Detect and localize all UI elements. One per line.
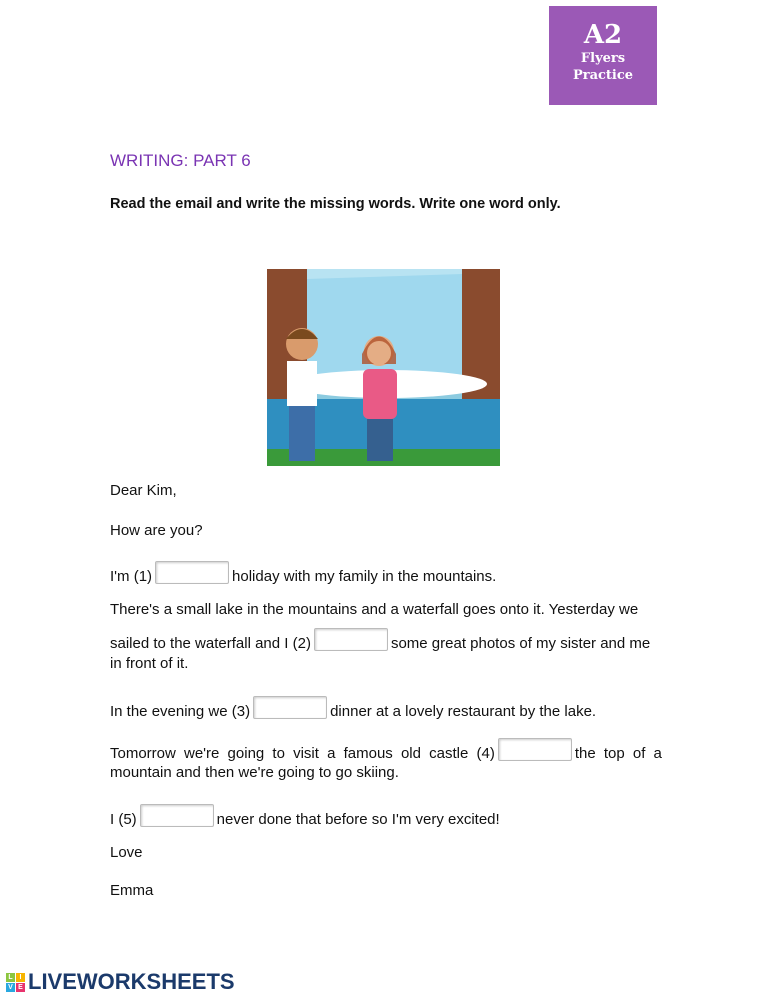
email-closing: Love bbox=[110, 844, 143, 861]
logo-icon: L I V E bbox=[6, 973, 25, 992]
email-sentence-2d: in front of it. bbox=[110, 655, 189, 672]
badge-level: A2 bbox=[583, 20, 623, 50]
email-sentence-5: I (5) never done that before so I'm very excited! bbox=[110, 804, 500, 828]
badge-line2: Practice bbox=[572, 68, 634, 83]
email-sentence-4c: mountain and then we're going to go skiing. bbox=[110, 764, 399, 781]
answer-input-5[interactable] bbox=[140, 804, 214, 827]
logo-text: LIVEWORKSHEETS bbox=[28, 969, 235, 994]
email-signature: Emma bbox=[110, 882, 154, 899]
email-greeting: Dear Kim, bbox=[110, 482, 177, 499]
email-sentence-1: I'm (1) holiday with my family in the mountains. bbox=[110, 561, 496, 585]
answer-input-3[interactable] bbox=[253, 696, 327, 719]
page-title: WRITING: PART 6 bbox=[110, 151, 251, 170]
answer-input-1[interactable] bbox=[155, 561, 229, 584]
email-sentence-2a: There's a small lake in the mountains and a waterfall goes onto it. Yesterday we bbox=[110, 601, 639, 618]
answer-input-2[interactable] bbox=[314, 628, 388, 651]
email-sentence-2b: sailed to the waterfall and I (2) some great photos of my sister and me bbox=[110, 628, 650, 652]
email-sentence-3: In the evening we (3) dinner at a lovely restaurant by the lake. bbox=[110, 696, 596, 720]
badge-line1: Flyers bbox=[580, 51, 626, 66]
waterfall-illustration bbox=[267, 269, 500, 466]
liveworksheets-logo[interactable] bbox=[6, 969, 235, 995]
instructions: Read the email and write the missing words. Write one word only. bbox=[110, 196, 561, 212]
email-sentence-4: Tomorrow we're going to visit a famous old castle (4) the top of a bbox=[110, 738, 662, 762]
email-line: How are you? bbox=[110, 522, 203, 539]
level-badge bbox=[549, 6, 657, 105]
answer-input-4[interactable] bbox=[498, 738, 572, 761]
